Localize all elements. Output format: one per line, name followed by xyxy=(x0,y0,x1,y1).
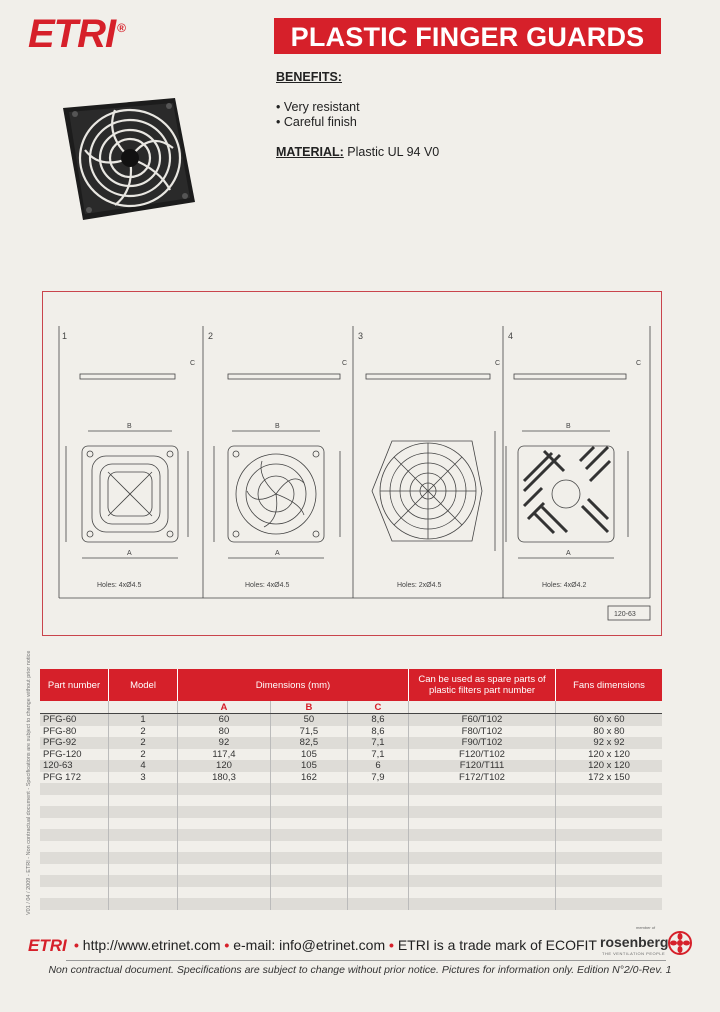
table-cell: 3 xyxy=(109,772,178,784)
table-cell: 7,1 xyxy=(347,749,408,761)
dim-c-label: C xyxy=(495,360,501,367)
table-cell: 2 xyxy=(109,737,178,749)
etri-logo: ETRI ® xyxy=(28,12,125,56)
table-cell: 1 xyxy=(109,714,178,726)
holes-label: Holes: 2xØ4.5 xyxy=(397,582,442,589)
holes-label: Holes: 4xØ4.5 xyxy=(245,582,290,589)
empty-table-row xyxy=(40,841,662,853)
benefits-heading: BENEFITS: xyxy=(276,70,342,84)
panel-number: 1 xyxy=(62,331,68,341)
table-cell: PFG-120 xyxy=(40,749,109,761)
table-cell: 162 xyxy=(270,772,347,784)
dim-a-label: A xyxy=(275,550,280,557)
table-row xyxy=(40,714,662,726)
holes-label: Holes: 4xØ4.2 xyxy=(542,582,587,589)
panel-number: 4 xyxy=(508,331,514,341)
table-cell: 4 xyxy=(109,760,178,772)
panel-number: 3 xyxy=(358,331,364,341)
trademark-text: ETRI is a trade mark of ECOFIT xyxy=(397,937,597,953)
dim-a-label: A xyxy=(566,550,571,557)
table-cell: 8,6 xyxy=(347,726,408,738)
header-part-number: Part number xyxy=(40,669,109,701)
table-row xyxy=(40,772,662,784)
table-cell: F90/T102 xyxy=(409,737,556,749)
table-cell: 8,6 xyxy=(347,714,408,726)
dim-b-label: B xyxy=(566,423,571,430)
technical-drawings xyxy=(42,291,662,636)
disclaimer-text: Non contractual document. Specifications are subject to change without prior notice. Pictures for information only. Edition N°2/0-Rev. 1 xyxy=(48,964,672,976)
dim-b-label: B xyxy=(127,423,132,430)
table-cell: F120/T111 xyxy=(409,760,556,772)
email-link[interactable]: e-mail: info@etrinet.com xyxy=(233,937,386,953)
table-cell: 120 x 120 xyxy=(556,760,663,772)
table-cell: 92 x 92 xyxy=(556,737,663,749)
table-row xyxy=(40,737,662,749)
table-cell: 117,4 xyxy=(178,749,271,761)
table-row xyxy=(40,760,662,772)
empty-table-row xyxy=(40,783,662,795)
material-line: MATERIAL: Plastic UL 94 V0 xyxy=(276,145,440,159)
table-cell: 80 x 80 xyxy=(593,725,625,737)
empty-table-row xyxy=(40,829,662,841)
table-cell: F60/T102 xyxy=(409,714,556,726)
table-cell: F120/T102 xyxy=(409,749,556,761)
benefit-item: • Very resistant xyxy=(276,100,360,114)
table-cell: 2 xyxy=(109,749,178,761)
dim-a-label: A xyxy=(127,550,132,557)
table-cell: 50 xyxy=(270,714,347,726)
table-cell: F80/T102 xyxy=(409,726,556,738)
table-cell: 6 xyxy=(347,760,408,772)
table-cell: 7,1 xyxy=(347,737,408,749)
rosenberg-fan-icon xyxy=(667,930,693,956)
panel-number: 2 xyxy=(208,331,214,341)
table-cell: 82,5 xyxy=(270,737,347,749)
table-cell: 2 xyxy=(109,726,178,738)
table-row xyxy=(40,726,662,738)
table-cell: PFG 172 xyxy=(40,772,109,784)
rosenberg-tagline: member of xyxy=(636,925,656,930)
drawing-stamp: 120-63 xyxy=(614,611,636,618)
footer-etri-logo: ETRI xyxy=(28,936,67,955)
table-cell: 60 x 60 xyxy=(556,714,663,726)
table-cell: F172/T102 xyxy=(409,772,556,784)
table-cell: 120 xyxy=(178,760,271,772)
footer-contact: • http://www.etrinet.com • e-mail: info@etrinet.com • ETRI is a trade mark of ECOFIT xyxy=(74,937,597,953)
empty-table-row xyxy=(40,818,662,830)
table-cell: 180,3 xyxy=(178,772,271,784)
table-cell: 172 x 150 xyxy=(588,771,630,783)
empty-table-row xyxy=(40,852,662,864)
header-spare-parts: Can be used as spare parts of plastic filters part number xyxy=(409,669,556,701)
dim-c-label: C xyxy=(190,360,196,367)
table-cell: 7,9 xyxy=(347,772,408,784)
svg-text:V01 / 04 / 2009 - ETRI - Non c: V01 / 04 / 2009 - ETRI - Non contractual document - Specifications are subject to change without prior notice xyxy=(26,650,32,915)
rosenberg-logo: rosenberg xyxy=(600,934,669,950)
table-cell: 71,5 xyxy=(270,726,347,738)
table-cell: 105 xyxy=(270,760,347,772)
specification-table xyxy=(40,669,662,910)
page-title: PLASTIC FINGER GUARDS xyxy=(274,18,661,54)
header-model: Model xyxy=(109,669,178,701)
sub-header-b: B xyxy=(270,701,347,714)
empty-table-row xyxy=(40,806,662,818)
table-cell: 120 x 120 xyxy=(588,748,630,760)
empty-table-row xyxy=(40,898,662,910)
table-cell: 92 xyxy=(178,737,271,749)
benefit-item: • Careful finish xyxy=(276,115,357,129)
dim-c-label: C xyxy=(636,360,642,367)
header-dimensions: Dimensions (mm) xyxy=(178,669,409,701)
table-cell: PFG-92 xyxy=(40,737,109,749)
website-link[interactable]: http://www.etrinet.com xyxy=(82,937,221,953)
table-cell: 120-63 xyxy=(40,760,109,772)
dim-c-label: C xyxy=(342,360,348,367)
footer-divider xyxy=(66,960,666,961)
table-cell: 80 xyxy=(178,726,271,738)
dim-b-label: B xyxy=(275,423,280,430)
header-fan-dimensions: Fans dimensions xyxy=(556,669,663,701)
holes-label: Holes: 4xØ4.5 xyxy=(97,582,142,589)
finger-guard-photo xyxy=(55,90,205,230)
rosenberg-subtitle: THE VENTILATION PEOPLE xyxy=(602,951,666,956)
empty-table-row xyxy=(40,887,662,899)
side-note xyxy=(20,560,34,920)
empty-table-row xyxy=(40,875,662,887)
sub-header-c: C xyxy=(347,701,408,714)
table-cell: 105 xyxy=(270,749,347,761)
sub-header-a: A xyxy=(178,701,271,714)
empty-table-row xyxy=(40,795,662,807)
empty-table-row xyxy=(40,864,662,876)
table-cell: PFG-80 xyxy=(40,726,109,738)
table-row xyxy=(40,749,662,761)
table-cell: 60 xyxy=(178,714,271,726)
table-cell: PFG-60 xyxy=(40,714,109,726)
